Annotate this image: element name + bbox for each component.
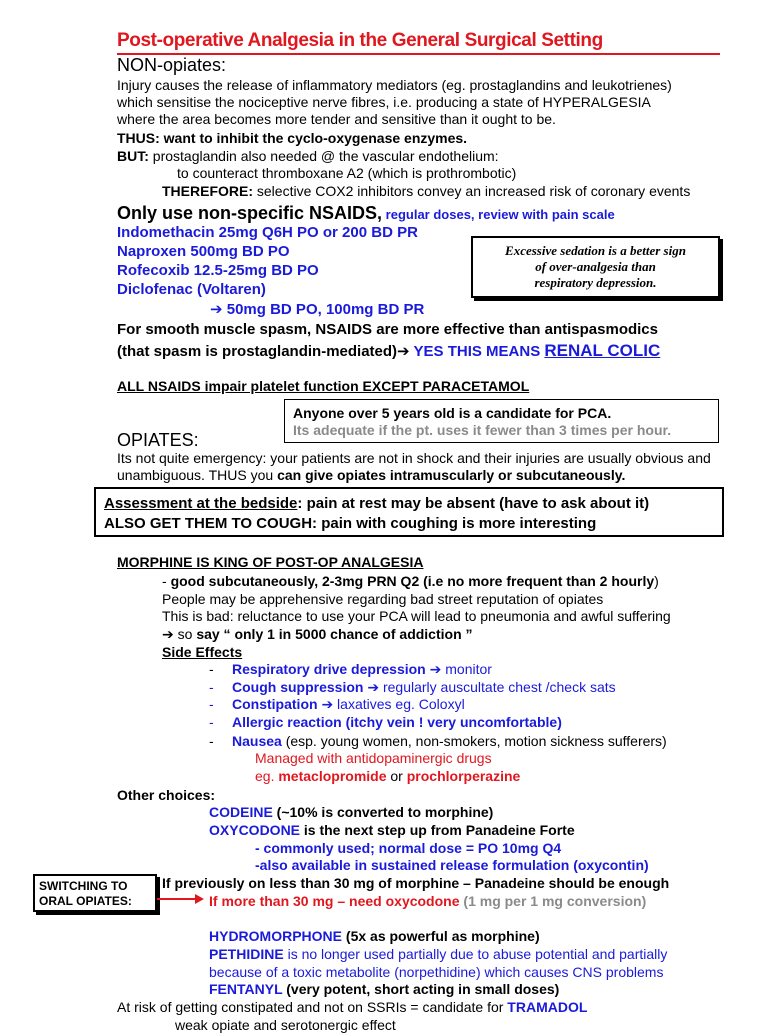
list-item: - bbox=[209, 733, 214, 749]
dash: - bbox=[162, 573, 171, 589]
right-arrow-icon: ➔ bbox=[162, 626, 174, 642]
red-arrow-line bbox=[157, 898, 197, 900]
list-item bbox=[232, 733, 667, 750]
text-line bbox=[209, 946, 667, 963]
conversion-text: (1 mg per 1 mg conversion) bbox=[459, 893, 647, 909]
paren: ) bbox=[654, 573, 659, 589]
text-line bbox=[209, 804, 493, 821]
so-text: so bbox=[173, 626, 197, 642]
side-effect: Allergic reaction (itchy vein ! very uncomfortable) bbox=[232, 714, 562, 730]
drug-name: OXYCODONE bbox=[209, 822, 301, 838]
text-line bbox=[209, 893, 646, 910]
text-line: -also available in sustained release formulation (oxycontin) bbox=[255, 857, 649, 873]
regular-doses-text: regular doses, review with pain scale bbox=[382, 207, 615, 222]
text-line bbox=[117, 148, 499, 165]
text-line: THUS: want to inhibit the cyclo-oxygenase enzymes. bbox=[117, 130, 468, 146]
right-arrow-icon: ➔ bbox=[321, 696, 334, 712]
switching-box bbox=[33, 874, 157, 912]
text-line: weak opiate and serotonergic effect bbox=[175, 1017, 396, 1033]
switch-line: ORAL OPIATES: bbox=[39, 894, 132, 908]
page-title: Post-operative Analgesia in the General Surgical Setting bbox=[117, 30, 720, 55]
assessment-text: : pain at rest may be absent (have to ask about it) bbox=[297, 495, 650, 512]
drug-name: PETHIDINE bbox=[209, 946, 284, 962]
list-item: - bbox=[209, 714, 214, 730]
or-text: or bbox=[386, 768, 407, 784]
assessment-line bbox=[104, 494, 722, 514]
pca-note-box bbox=[284, 399, 719, 443]
drug-line: Rofecoxib 12.5-25mg BD PO bbox=[117, 262, 319, 279]
drug-detail: is no longer used partially due to abuse potential and partially bbox=[283, 946, 668, 962]
text-line: where the area becomes more tender and sensitive than it ought to be. bbox=[117, 111, 556, 127]
side-effect-action: laxatives eg. Coloxyl bbox=[333, 696, 465, 712]
opiates-bold: can give opiates intramuscularly or subcutaneously. bbox=[277, 467, 626, 483]
note-line: Excessive sedation is a better sign bbox=[505, 243, 686, 258]
only-use-text: Only use non-specific NSAIDS, bbox=[117, 203, 383, 223]
right-arrow-icon: ➔ bbox=[210, 301, 223, 318]
text-line: - commonly used; normal dose = PO 10mg Q4 bbox=[255, 840, 562, 856]
text-line: which sensitise the nociceptive nerve fibres, i.e. producing a state of HYPERALGESIA bbox=[117, 94, 651, 110]
drug-detail: is the next step up from Panadeine Forte bbox=[300, 822, 575, 838]
list-item bbox=[232, 696, 465, 713]
drug-detail: (5x as powerful as morphine) bbox=[342, 928, 540, 944]
drug-name: HYDROMORPHONE bbox=[209, 928, 343, 944]
text-line bbox=[255, 768, 520, 785]
opiates-heading: OPIATES: bbox=[117, 430, 199, 450]
drug-name: metaclopromide bbox=[278, 768, 387, 784]
text-line bbox=[117, 467, 625, 484]
side-effect: Respiratory drive depression bbox=[232, 661, 426, 677]
list-item bbox=[232, 661, 492, 678]
list-item: - bbox=[209, 679, 214, 695]
right-arrow-icon: ➔ bbox=[429, 661, 442, 677]
assessment-box bbox=[94, 487, 724, 537]
note-line: of over-analgesia than bbox=[535, 259, 656, 274]
morphine-heading: MORPHINE IS KING OF POST-OP ANALGESIA bbox=[117, 554, 424, 570]
other-choices-heading: Other choices: bbox=[117, 787, 216, 803]
more30-text: If more than 30 mg – need oxycodone bbox=[209, 893, 460, 909]
list-item: - bbox=[209, 696, 214, 712]
text-line bbox=[209, 981, 559, 998]
say-text: say “ only 1 in 5000 chance of addiction ” bbox=[196, 626, 473, 642]
text-line bbox=[117, 999, 587, 1016]
note-line: Anyone over 5 years old is a candidate for PCA. bbox=[293, 405, 612, 421]
list-item bbox=[232, 679, 616, 696]
therefore-label: THEREFORE: bbox=[162, 183, 253, 199]
red-arrow-head-icon bbox=[195, 894, 204, 904]
tramadol-text: At risk of getting constipated and not on SSRIs = candidate for bbox=[117, 999, 508, 1015]
text-line: If previously on less than 30 mg of morphine – Panadeine should be enough bbox=[162, 875, 670, 891]
nsaid-heading bbox=[117, 202, 615, 226]
drug-name: TRAMADOL bbox=[507, 999, 588, 1015]
drug-name: prochlorperazine bbox=[406, 768, 521, 784]
text-line: This is bad: reluctance to use your PCA will lead to pneumonia and awful suffering bbox=[162, 608, 671, 624]
side-effect-action: regularly auscultate chest /check sats bbox=[379, 679, 616, 695]
yes-means-text: YES THIS MEANS bbox=[409, 343, 545, 360]
subcut-text: good subcutaneously, 2-3mg PRN Q2 (i.e no more frequent than 2 hourly bbox=[170, 573, 655, 589]
side-effect: Cough suppression bbox=[232, 679, 364, 695]
note-line: Its adequate if the pt. uses it fewer than 3 times per hour. bbox=[293, 422, 672, 438]
opiates-text: unambiguous. THUS you bbox=[117, 467, 278, 483]
list-item: - bbox=[209, 661, 214, 677]
text-line: ALL NSAIDS impair platelet function EXCEPT PARACETAMOL bbox=[117, 378, 530, 394]
assessment-line: ALSO GET THEM TO COUGH: pain with coughing is more interesting bbox=[104, 515, 597, 532]
right-arrow-icon: ➔ bbox=[397, 343, 410, 360]
side-effects-heading: Side Effects bbox=[162, 644, 243, 660]
drug-line bbox=[210, 301, 424, 318]
right-arrow-icon: ➔ bbox=[367, 679, 380, 695]
side-effect-detail: (esp. young women, non-smokers, motion sickness sufferers) bbox=[281, 733, 667, 749]
text-line bbox=[162, 626, 473, 643]
non-opiates-heading: NON-opiates: bbox=[117, 55, 227, 75]
side-effect: Nausea bbox=[232, 733, 282, 749]
drug-detail: (~10% is converted to morphine) bbox=[272, 804, 494, 820]
text-line bbox=[117, 341, 660, 362]
drug-name: CODEINE bbox=[209, 804, 273, 820]
drug4-dose: 50mg BD PO, 100mg BD PR bbox=[226, 301, 425, 318]
text-line: Managed with antidopaminergic drugs bbox=[255, 750, 492, 766]
drug-detail: (very potent, short acting in small doses) bbox=[282, 981, 560, 997]
but-label: BUT: bbox=[117, 148, 149, 164]
text-line: because of a toxic metabolite (norpethidine) which causes CNS problems bbox=[209, 964, 664, 980]
side-effect: Constipation bbox=[232, 696, 318, 712]
drug-line: Indomethacin 25mg Q6H PO or 200 BD PR bbox=[117, 224, 418, 241]
text-line bbox=[162, 183, 690, 200]
sedation-note-box bbox=[471, 236, 720, 298]
renal-colic-text: RENAL COLIC bbox=[544, 341, 661, 360]
drug-line: Diclofenac (Voltaren) bbox=[117, 281, 266, 298]
eg-text: eg. bbox=[255, 768, 279, 784]
text-line bbox=[209, 928, 540, 945]
text-line bbox=[162, 573, 659, 590]
text-line bbox=[209, 822, 575, 839]
therefore-text: selective COX2 inhibitors convey an increased risk of coronary events bbox=[253, 183, 691, 199]
text-line: Injury causes the release of inflammatory mediators (eg. prostaglandins and leukotrienes) bbox=[117, 77, 672, 93]
text-line: Its not quite emergency: your patients are not in shock and their injuries are usually obvious and bbox=[117, 450, 711, 466]
text-line: People may be apprehensive regarding bad street reputation of opiates bbox=[162, 591, 604, 607]
side-effect-action: monitor bbox=[441, 661, 492, 677]
but-text: prostaglandin also needed @ the vascular endothelium: bbox=[148, 148, 499, 164]
spasm-text: (that spasm is prostaglandin-mediated) bbox=[117, 343, 398, 360]
text-line: to counteract thromboxane A2 (which is prothrombotic) bbox=[177, 165, 517, 181]
drug-name: FENTANYL bbox=[209, 981, 283, 997]
text-line: For smooth muscle spasm, NSAIDS are more effective than antispasmodics bbox=[117, 321, 658, 338]
assessment-label: Assessment at the bedside bbox=[104, 495, 298, 512]
switch-line: SWITCHING TO bbox=[39, 879, 128, 893]
note-line: respiratory depression. bbox=[534, 275, 657, 290]
drug-line: Naproxen 500mg BD PO bbox=[117, 243, 290, 260]
